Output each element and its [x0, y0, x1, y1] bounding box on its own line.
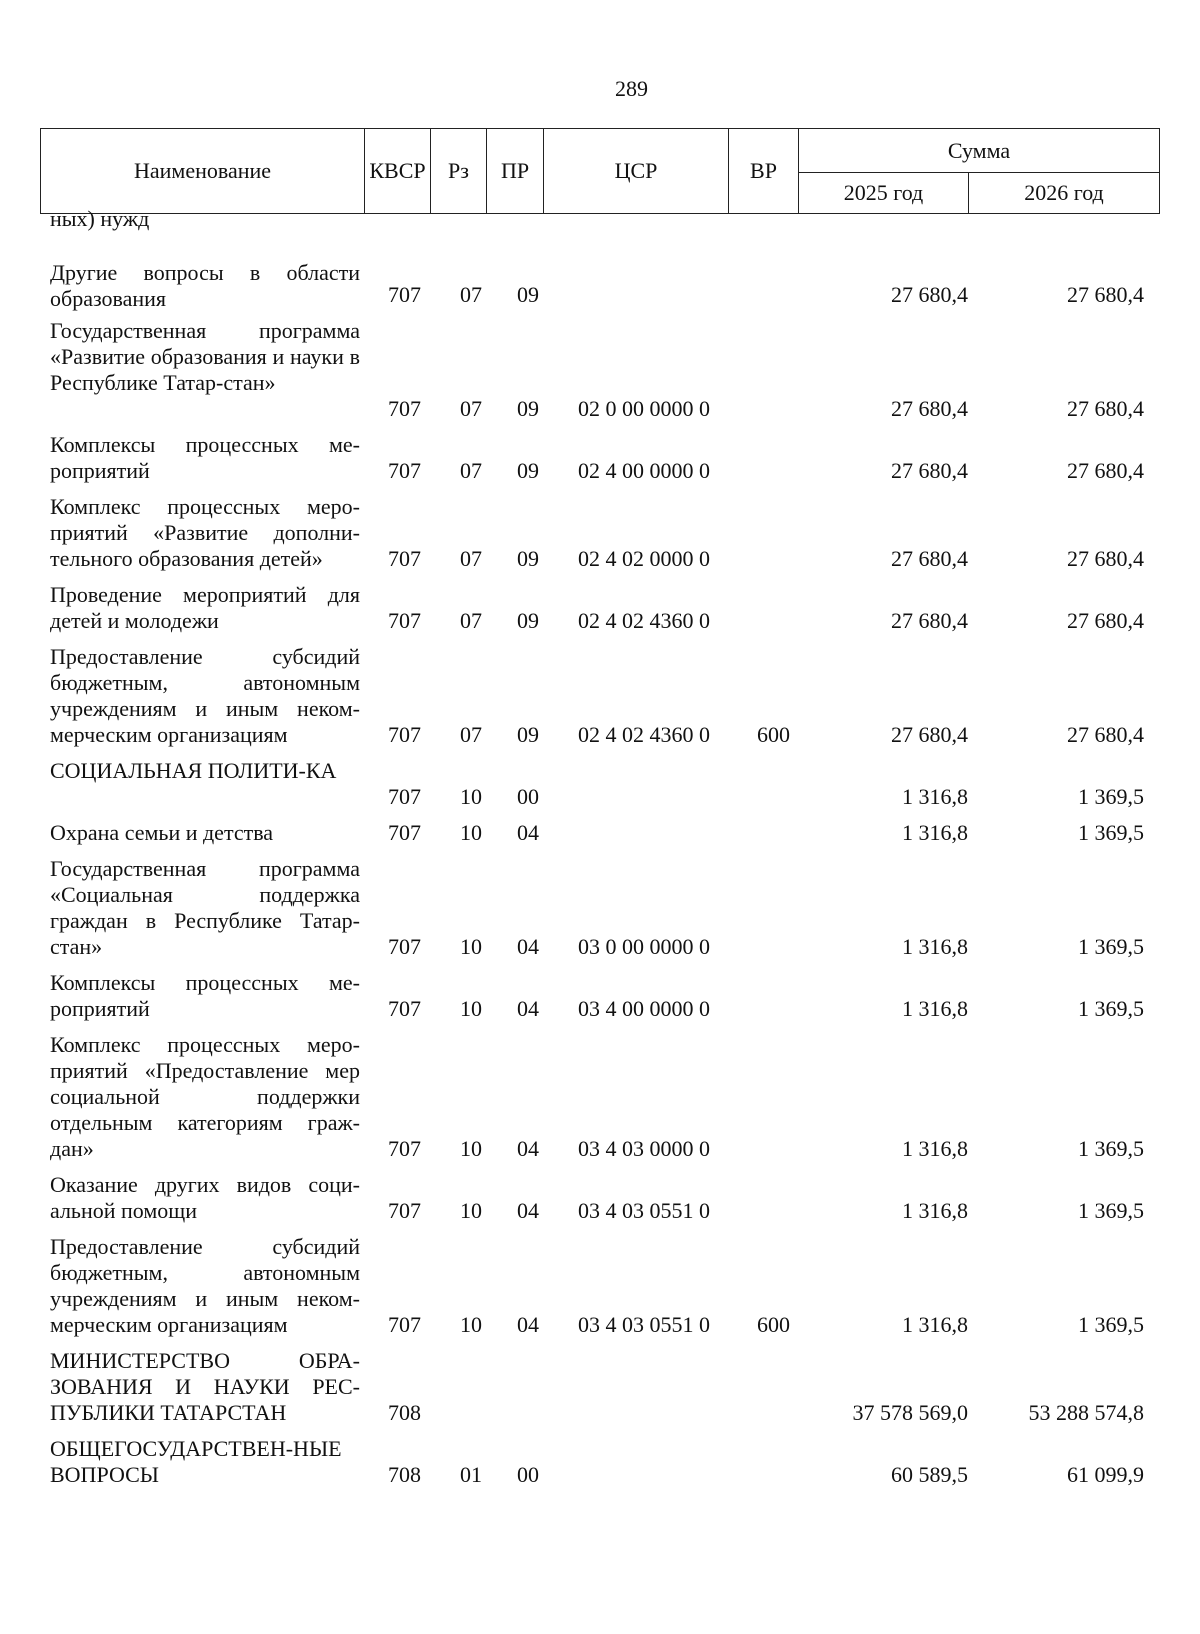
row-sum-2026: 27 680,4	[1067, 722, 1144, 747]
row-rz: 01	[460, 1462, 482, 1487]
table-row	[0, 490, 1200, 578]
row-pr: 09	[517, 458, 539, 483]
row-sum-2026: 1 369,5	[1078, 784, 1144, 809]
row-kvsr: 707	[388, 784, 421, 809]
row-csr: 02 4 02 4360 0	[578, 608, 710, 633]
row-kvsr: 707	[388, 1198, 421, 1223]
row-kvsr: 707	[388, 820, 421, 845]
row-rz: 10	[460, 784, 482, 809]
row-name: СОЦИАЛЬНАЯ ПОЛИТИ-КА	[50, 758, 337, 783]
row-rz: 10	[460, 996, 482, 1021]
header-csr: ЦСР	[544, 129, 729, 213]
row-sum-2025: 1 316,8	[902, 996, 968, 1021]
table-row	[0, 256, 1200, 314]
row-csr: 02 0 00 0000 0	[578, 396, 710, 421]
row-rz: 07	[460, 458, 482, 483]
row-sum-2025: 60 589,5	[891, 1462, 968, 1487]
row-sum-2025: 27 680,4	[891, 396, 968, 421]
row-pr: 04	[517, 996, 539, 1021]
row-pr: 09	[517, 396, 539, 421]
table-row	[0, 1230, 1200, 1344]
table-row	[0, 428, 1200, 490]
row-kvsr: 707	[388, 934, 421, 959]
row-csr: 02 4 02 0000 0	[578, 546, 710, 571]
table-row	[0, 1168, 1200, 1230]
row-name: Проведение мероприятий для детей и молодежи	[50, 582, 360, 633]
row-sum-2026: 27 680,4	[1067, 282, 1144, 307]
row-rz: 10	[460, 1136, 482, 1161]
row-vr: 600	[757, 722, 790, 747]
row-name: ОБЩЕГОСУДАРСТВЕН-НЫЕ ВОПРОСЫ	[50, 1436, 342, 1487]
row-kvsr: 708	[388, 1462, 421, 1487]
row-name: Комплекс процессных меро-приятий «Развитие дополни-тельного образования детей»	[50, 494, 360, 571]
row-rz: 07	[460, 608, 482, 633]
row-csr: 03 4 03 0000 0	[578, 1136, 710, 1161]
row-sum-2025: 27 680,4	[891, 722, 968, 747]
row-rz: 10	[460, 1312, 482, 1337]
row-kvsr: 707	[388, 996, 421, 1021]
row-name: МИНИСТЕРСТВО ОБРА-ЗОВАНИЯ И НАУКИ РЕС-ПУБЛИКИ ТАТАРСТАН	[50, 1348, 360, 1425]
row-kvsr: 707	[388, 458, 421, 483]
row-pr: 00	[517, 784, 539, 809]
table-row	[0, 640, 1200, 754]
row-name: Оказание других видов соци-альной помощи	[50, 1172, 360, 1223]
table-row	[0, 816, 1200, 852]
header-kvsr: КВСР	[365, 129, 431, 213]
row-sum-2025: 1 316,8	[902, 934, 968, 959]
table-row	[0, 852, 1200, 966]
row-csr: 03 0 00 0000 0	[578, 934, 710, 959]
row-name: Комплексы процессных ме-роприятий	[50, 970, 360, 1021]
row-pr: 04	[517, 1136, 539, 1161]
header-rz: Рз	[431, 129, 487, 213]
row-sum-2025: 27 680,4	[891, 458, 968, 483]
row-pr: 09	[517, 282, 539, 307]
row-csr: 03 4 03 0551 0	[578, 1312, 710, 1337]
row-csr: 03 4 00 0000 0	[578, 996, 710, 1021]
header-sum: Сумма	[799, 129, 1159, 173]
row-pr: 04	[517, 1198, 539, 1223]
row-pr: 04	[517, 1312, 539, 1337]
row-pr: 09	[517, 546, 539, 571]
row-kvsr: 707	[388, 546, 421, 571]
row-kvsr: 708	[388, 1400, 421, 1425]
row-name: Предоставление субсидий бюджетным, автономным учреждениям и иным неком-мерческим организациям	[50, 1234, 360, 1337]
row-sum-2026: 27 680,4	[1067, 458, 1144, 483]
row-sum-2026: 53 288 574,8	[1028, 1400, 1144, 1425]
header-pr: ПР	[487, 129, 544, 213]
row-pr: 04	[517, 820, 539, 845]
header-name: Наименование	[41, 129, 365, 213]
row-pr: 09	[517, 608, 539, 633]
row-pr: 00	[517, 1462, 539, 1487]
row-csr: 02 4 02 4360 0	[578, 722, 710, 747]
row-rz: 10	[460, 934, 482, 959]
row-rz: 10	[460, 820, 482, 845]
table-row	[0, 1028, 1200, 1168]
row-sum-2026: 1 369,5	[1078, 934, 1144, 959]
row-name: Государственная программа «Развитие образования и науки в Республике Татар-стан»	[50, 318, 360, 395]
row-vr: 600	[757, 1312, 790, 1337]
row-sum-2026: 1 369,5	[1078, 996, 1144, 1021]
row-sum-2025: 1 316,8	[902, 784, 968, 809]
table-row	[0, 314, 1200, 428]
header-year-2026: 2026 год	[1024, 180, 1104, 205]
row-pr: 04	[517, 934, 539, 959]
row-sum-2026: 61 099,9	[1067, 1462, 1144, 1487]
row-name: Комплексы процессных ме-роприятий	[50, 432, 360, 483]
row-kvsr: 707	[388, 1136, 421, 1161]
row-rz: 07	[460, 546, 482, 571]
row-sum-2026: 1 369,5	[1078, 820, 1144, 845]
row-name: Государственная программа «Социальная поддержка граждан в Республике Татар-стан»	[50, 856, 360, 959]
table-row	[0, 754, 1200, 816]
row-kvsr: 707	[388, 608, 421, 633]
row-sum-2026: 1 369,5	[1078, 1136, 1144, 1161]
row-sum-2026: 27 680,4	[1067, 546, 1144, 571]
table-row	[0, 578, 1200, 640]
row-sum-2025: 1 316,8	[902, 1312, 968, 1337]
table-row	[0, 206, 1200, 250]
page-number: 289	[615, 76, 648, 101]
row-kvsr: 707	[388, 282, 421, 307]
row-sum-2025: 1 316,8	[902, 1136, 968, 1161]
row-kvsr: 707	[388, 722, 421, 747]
header-vr: ВР	[729, 129, 799, 213]
row-sum-2025: 27 680,4	[891, 546, 968, 571]
table-header	[40, 128, 1160, 214]
row-name: Предоставление субсидий бюджетным, автономным учреждениям и иным неком-мерческим организациям	[50, 644, 360, 747]
row-pr: 09	[517, 722, 539, 747]
row-sum-2025: 27 680,4	[891, 608, 968, 633]
row-rz: 10	[460, 1198, 482, 1223]
row-name: Комплекс процессных меро-приятий «Предоставление мер социальной поддержки отдельным категориям граж-дан»	[50, 1032, 360, 1161]
row-sum-2026: 27 680,4	[1067, 608, 1144, 633]
row-sum-2026: 1 369,5	[1078, 1312, 1144, 1337]
row-csr: 02 4 00 0000 0	[578, 458, 710, 483]
table-row	[0, 966, 1200, 1028]
row-kvsr: 707	[388, 396, 421, 421]
row-kvsr: 707	[388, 1312, 421, 1337]
row-sum-2025: 37 578 569,0	[852, 1400, 968, 1425]
row-sum-2026: 27 680,4	[1067, 396, 1144, 421]
table-row	[0, 1432, 1200, 1494]
row-sum-2025: 1 316,8	[902, 820, 968, 845]
row-rz: 07	[460, 722, 482, 747]
row-rz: 07	[460, 282, 482, 307]
table-body	[0, 206, 1200, 1494]
row-name: Другие вопросы в области образования	[50, 260, 360, 311]
table-row	[0, 1344, 1200, 1432]
row-sum-2026: 1 369,5	[1078, 1198, 1144, 1223]
row-sum-2025: 27 680,4	[891, 282, 968, 307]
row-name: ных) нужд	[50, 206, 150, 231]
row-csr: 03 4 03 0551 0	[578, 1198, 710, 1223]
row-rz: 07	[460, 396, 482, 421]
row-name: Охрана семьи и детства	[50, 820, 274, 845]
row-sum-2025: 1 316,8	[902, 1198, 968, 1223]
header-year-2025: 2025 год	[799, 173, 969, 213]
